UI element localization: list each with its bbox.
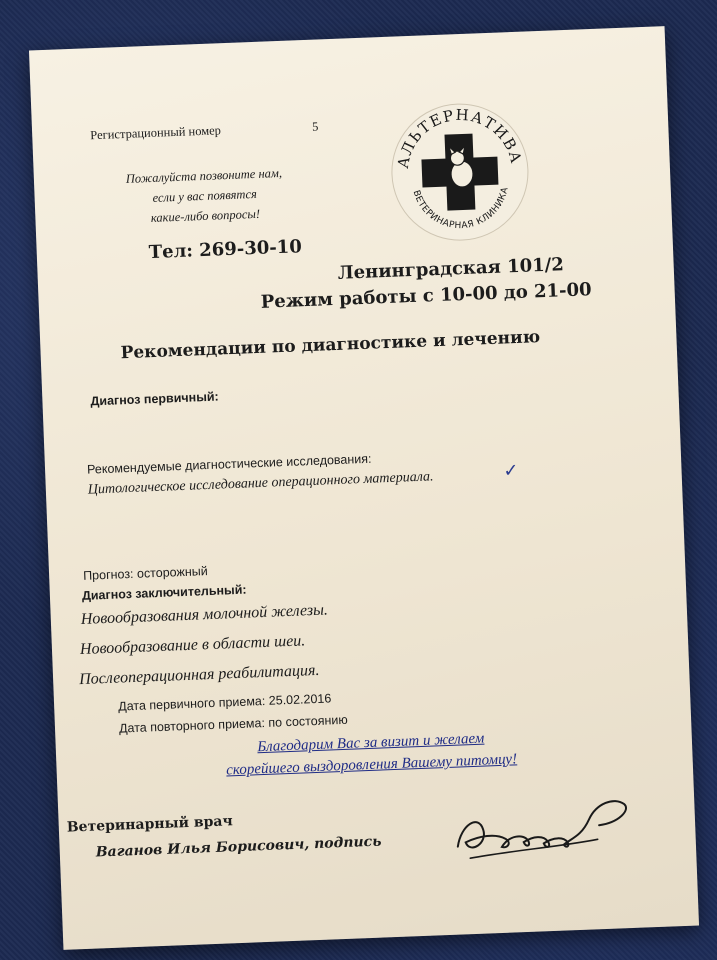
call-line: Пожалуйста позвоните нам,: [125, 165, 283, 186]
registration-number: 5: [311, 119, 319, 134]
call-line: какие-либо вопросы!: [150, 206, 261, 225]
repeat-visit-date: Дата повторного приема: по состоянию: [118, 712, 348, 736]
call-line: если у вас появятся: [152, 186, 258, 205]
final-diagnosis-item: Послеоперационная реабилитация.: [78, 661, 320, 689]
vet-name: Ваганов Илья Борисович, подпись: [95, 833, 382, 861]
logo-subtitle-text: ВЕТЕРИНАРНАЯ КЛИНИКА: [410, 186, 511, 232]
primary-diagnosis-label: Диагноз первичный:: [90, 389, 219, 409]
thank-you-note: [186, 725, 557, 783]
final-diagnosis-item: Новообразование в области шеи.: [79, 632, 306, 659]
logo-name-text: АЛЬТЕРНАТИВА: [393, 105, 526, 170]
clinic-logo: [385, 97, 534, 246]
signature-image: [437, 778, 640, 876]
prognosis: Прогноз: осторожный: [82, 564, 208, 583]
final-diagnosis-item: Новообразования молочной железы.: [80, 601, 329, 628]
check-mark-icon: ✓: [503, 460, 519, 482]
document-sheet: [29, 26, 699, 950]
recommended-test-item: Цитологическое исследование операционного материала.: [87, 469, 434, 498]
final-diagnosis-label: Диагноз заключительный:: [81, 582, 247, 603]
registration-label: Регистрационный номер: [89, 123, 222, 143]
thanks-line: скорейшего выздоровления Вашему питомцу!: [225, 751, 518, 779]
recommended-tests-label: Рекомендуемые диагностические исследования:: [86, 451, 372, 477]
document-heading: Рекомендации по диагностике и лечению: [120, 327, 541, 364]
clinic-hours: Режим работы с 10-00 до 21-00: [260, 279, 593, 313]
clinic-phone: Тел: 269-30-10: [148, 236, 303, 264]
first-visit-date: Дата первичного приема: 25.02.2016: [117, 691, 332, 714]
call-us-note: [104, 162, 306, 230]
vet-title: Ветеринарный врач: [66, 813, 233, 836]
clinic-address: Ленинградская 101/2: [337, 254, 565, 284]
thanks-line: Благодарим Вас за визит и желаем: [257, 730, 485, 756]
